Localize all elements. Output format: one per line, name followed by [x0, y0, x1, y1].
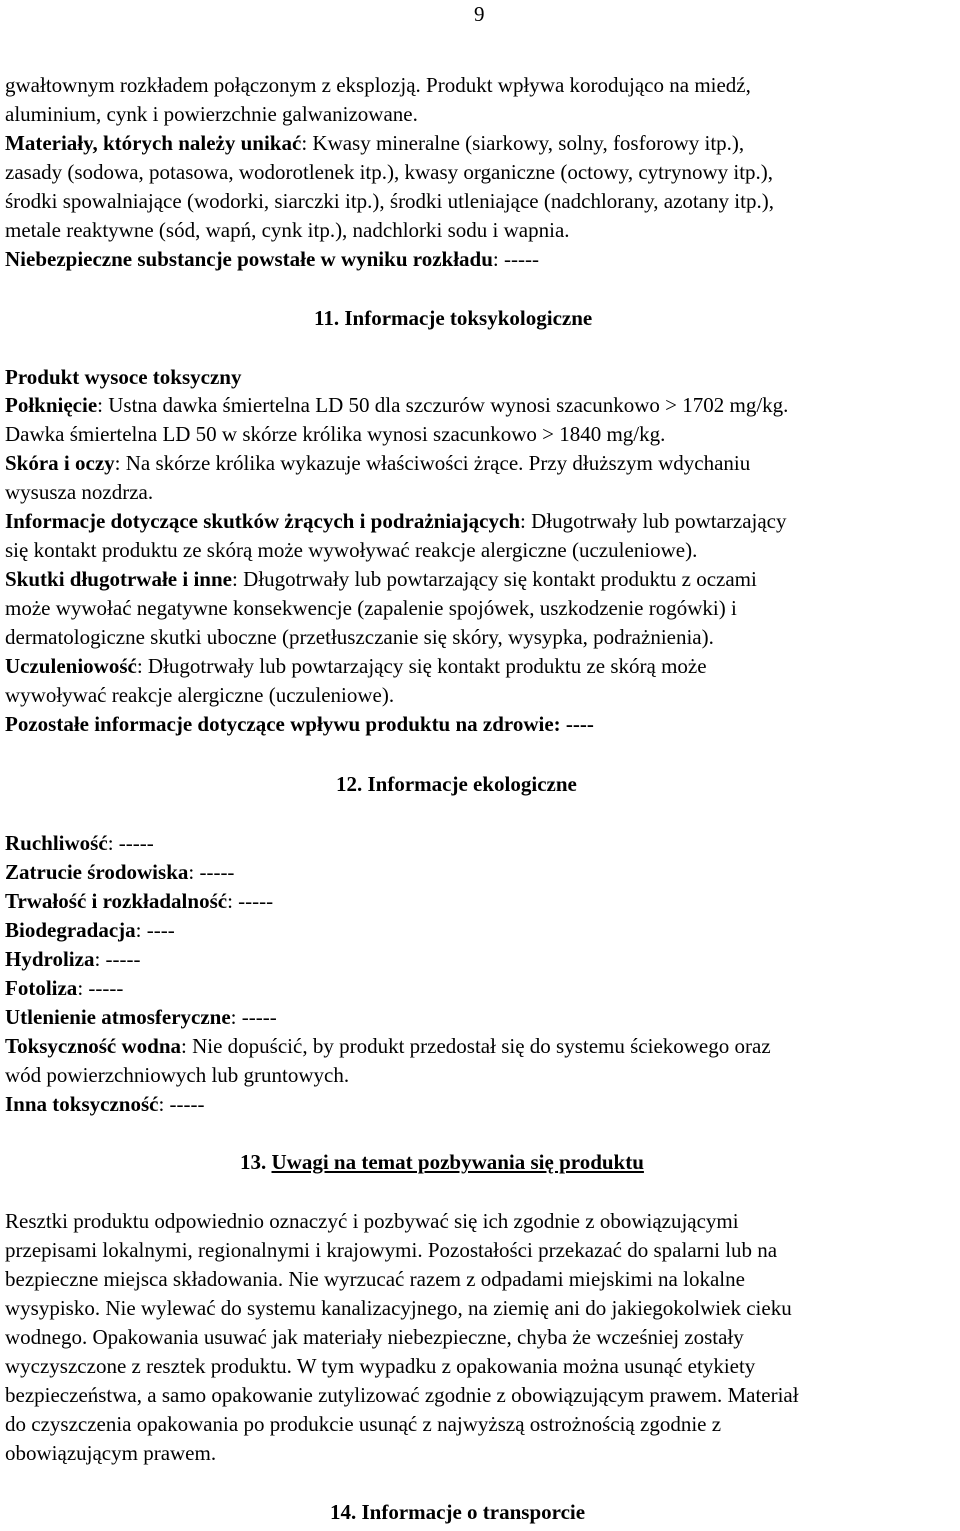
other-toxicity-label: Inna toksyczność [5, 1092, 159, 1116]
pollution-label: Zatrucie środowiska [5, 860, 189, 884]
disposal-line: wodnego. Opakowania usuwać jak materiały niebezpieczne, chyba że wcześniej zostały [5, 1325, 744, 1349]
other-toxicity-line [5, 1092, 205, 1116]
biodeg-value: : ---- [135, 918, 175, 942]
longterm-line [5, 567, 757, 591]
ingestion-label: Połknięcie [5, 393, 98, 417]
body-line: może wywołać negatywne konsekwencje (zapalenie spojówek, uszkodzenie rogówki) i [5, 596, 737, 620]
decomposition-value: : ----- [492, 247, 539, 271]
hydrolysis-label: Hydroliza [5, 947, 95, 971]
skin-line [5, 451, 750, 475]
decomposition-label: Niebezpieczne substancje powstałe w wyniku rozkładu [5, 247, 493, 271]
disposal-line: wyczyszczone z resztek produktu. W tym wypadku z opakowania można usunąć etykiety [5, 1354, 756, 1378]
body-line: wysusza nozdrza. [5, 480, 154, 504]
body-line: się kontakt produktu ze skórą może wywoływać reakcje alergiczne (uczuleniowe). [5, 538, 698, 562]
body-line: aluminium, cynk i powierzchnie galwanizowane. [5, 102, 418, 126]
section-14-title: Informacje o transporcie [361, 1500, 586, 1524]
disposal-line: bezpieczeństwa, a samo opakowanie zutylizować zgodnie z obowiązującym prawem. Materiał [5, 1383, 799, 1407]
disposal-line: Resztki produktu odpowiednio oznaczyć i pozbywać się ich zgodnie z obowiązującymi [5, 1209, 739, 1233]
body-line: wód powierzchniowych lub gruntowych. [5, 1063, 350, 1087]
hydrolysis-line [5, 947, 141, 971]
photolysis-value: : ----- [77, 976, 124, 1000]
ingestion-line [5, 393, 788, 417]
materials-label: Materiały, których należy unikać [5, 131, 302, 155]
section-11-title: Informacje toksykologiczne [344, 306, 593, 330]
longterm-label: Skutki długotrwałe i inne [5, 567, 232, 591]
body-line: metale reaktywne (sód, wapń, cynk itp.), nadchlorki sodu i wapnia. [5, 218, 570, 242]
disposal-line: wysypisko. Nie wylewać do systemu kanalizacyjnego, na ziemię ani do jakiegokolwiek cieku [5, 1296, 792, 1320]
section-13-number: 13. [240, 1150, 267, 1174]
oxidation-label: Utlenienie atmosferyczne [5, 1005, 231, 1029]
skin-text: : Na skórze królika wykazuje właściwości żrące. Przy dłuższym wdychaniu [114, 451, 751, 475]
other-toxicity-value: : ----- [158, 1092, 205, 1116]
sensitization-text: : Długotrwały lub powtarzający się kontakt produktu ze skórą może [136, 654, 707, 678]
section-11-number: 11. [314, 306, 340, 330]
body-line: wywoływać reakcje alergiczne (uczuleniowe). [5, 683, 395, 707]
section-12-number: 12. [336, 772, 363, 796]
hydrolysis-value: : ----- [94, 947, 141, 971]
mobility-line [5, 831, 154, 855]
body-line: środki spowalniające (wodorki, siarczki itp.), środki utleniające (nadchlorany, azotany itp.), [5, 189, 774, 213]
biodeg-label: Biodegradacja [5, 918, 136, 942]
persistence-line [5, 889, 273, 913]
disposal-line: do czyszczenia opakowania po produkcie usunąć z najwyższą ostrożnością zgodnie z [5, 1412, 722, 1436]
aquatic-text: : Nie dopuścić, by produkt przedostał się do systemu ściekowego oraz [181, 1034, 771, 1058]
pollution-line [5, 860, 234, 884]
section-11-heading [314, 306, 592, 330]
biodeg-line [5, 918, 175, 942]
aquatic-label: Toksyczność wodna [5, 1034, 182, 1058]
disposal-line: przepisami lokalnymi, regionalnymi i krajowymi. Pozostałości przekazać do spalarni lub na [5, 1238, 778, 1262]
toxic-line [5, 365, 241, 389]
corrosive-text: : Długotrwały lub powtarzający [520, 509, 787, 533]
section-12-heading [336, 772, 577, 796]
pollution-value: : ----- [188, 860, 235, 884]
mobility-value: : ----- [107, 831, 154, 855]
toxic-label: Produkt wysoce toksyczny [5, 365, 242, 389]
photolysis-line [5, 976, 123, 1000]
decomposition-line [5, 247, 539, 271]
body-line: zasady (sodowa, potasowa, wodorotlenek itp.), kwasy organiczne (octowy, cytrynowy itp.), [5, 160, 774, 184]
section-14-number: 14. [330, 1500, 357, 1524]
sensitization-label: Uczuleniowość [5, 654, 137, 678]
body-line: gwałtownym rozkładem połączonym z eksplozją. Produkt wpływa korodująco na miedź, [5, 73, 751, 97]
section-13-heading [240, 1150, 644, 1174]
materials-text: : Kwasy mineralne (siarkowy, solny, fosforowy itp.), [301, 131, 745, 155]
body-line: dermatologiczne skutki uboczne (przetłuszczanie się skóry, wysypka, podrażnienia). [5, 625, 714, 649]
ingestion-text: : Ustna dawka śmiertelna LD 50 dla szczurów wynosi szacunkowo > 1702 mg/kg. [97, 393, 789, 417]
disposal-line: bezpieczne miejsca składowania. Nie wyrzucać razem z odpadami miejskimi na lokalne [5, 1267, 745, 1291]
sensitization-line [5, 654, 707, 678]
photolysis-label: Fotoliza [5, 976, 78, 1000]
section-14-heading [330, 1500, 585, 1524]
persistence-value: : ----- [227, 889, 274, 913]
corrosive-label: Informacje dotyczące skutków żrących i podrażniających [5, 509, 520, 533]
persistence-label: Trwałość i rozkładalność [5, 889, 228, 913]
body-line: Dawka śmiertelna LD 50 w skórze królika wynosi szacunkowo > 1840 mg/kg. [5, 422, 666, 446]
aquatic-line [5, 1034, 771, 1058]
page-number: 9 [474, 2, 485, 26]
materials-line [5, 131, 744, 155]
section-12-title: Informacje ekologiczne [367, 772, 577, 796]
mobility-label: Ruchliwość [5, 831, 108, 855]
oxidation-value: : ----- [230, 1005, 277, 1029]
section-13-title: Uwagi na temat pozbywania się produktu [271, 1150, 644, 1174]
other-health-line [5, 712, 594, 736]
skin-label: Skóra i oczy [5, 451, 115, 475]
disposal-line: obowiązującym prawem. [5, 1441, 217, 1465]
oxidation-line [5, 1005, 277, 1029]
corrosive-line [5, 509, 787, 533]
longterm-text: : Długotrwały lub powtarzający się kontakt produktu z oczami [231, 567, 757, 591]
other-health-label: Pozostałe informacje dotyczące wpływu produktu na zdrowie: ---- [5, 712, 594, 736]
